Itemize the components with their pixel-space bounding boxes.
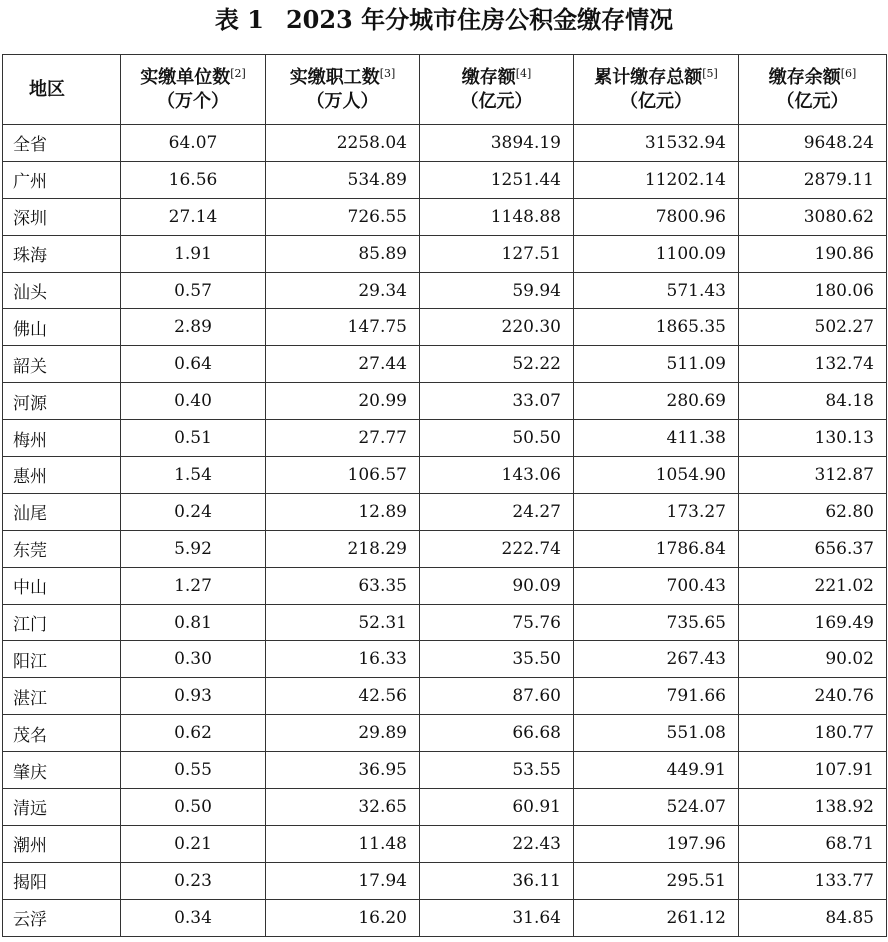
cell-region: 佛山 — [3, 309, 121, 346]
cell-workers: 218.29 — [266, 530, 420, 567]
table-row — [3, 457, 887, 494]
cell-deposit: 1251.44 — [420, 161, 574, 198]
cell-region: 韶关 — [3, 346, 121, 383]
header-unit: （亿元） — [776, 90, 849, 112]
cell-units: 64.07 — [121, 125, 266, 162]
table-row — [3, 346, 887, 383]
cell-units: 5.92 — [121, 530, 266, 567]
table-title — [0, 4, 888, 36]
cell-units: 0.55 — [121, 752, 266, 789]
table-row — [3, 161, 887, 198]
cell-balance: 656.37 — [739, 530, 887, 567]
header-label: 实缴单位数 — [140, 66, 231, 88]
cell-total-deposit: 524.07 — [574, 789, 739, 826]
cell-balance: 68.71 — [739, 825, 887, 862]
cell-units: 0.24 — [121, 493, 266, 530]
cell-balance: 90.02 — [739, 641, 887, 678]
header-label: 缴存余额 — [768, 66, 841, 88]
cell-total-deposit: 280.69 — [574, 383, 739, 420]
footnote-marker: [5] — [702, 66, 718, 80]
cell-workers: 32.65 — [266, 789, 420, 826]
footnote-marker: [2] — [230, 66, 246, 80]
cell-balance: 62.80 — [739, 493, 887, 530]
cell-units: 0.21 — [121, 825, 266, 862]
cell-region: 潮州 — [3, 825, 121, 862]
cell-balance: 169.49 — [739, 604, 887, 641]
cell-total-deposit: 197.96 — [574, 825, 739, 862]
table-header-row — [3, 55, 887, 125]
cell-total-deposit: 7800.96 — [574, 198, 739, 235]
cell-units: 1.91 — [121, 235, 266, 272]
cell-total-deposit: 267.43 — [574, 641, 739, 678]
cell-units: 2.89 — [121, 309, 266, 346]
cell-deposit: 59.94 — [420, 272, 574, 309]
cell-total-deposit: 11202.14 — [574, 161, 739, 198]
cell-workers: 85.89 — [266, 235, 420, 272]
table-row — [3, 272, 887, 309]
cell-total-deposit: 735.65 — [574, 604, 739, 641]
provident-fund-table — [2, 54, 887, 937]
cell-units: 1.54 — [121, 457, 266, 494]
header-label: 地区 — [29, 78, 65, 100]
cell-units: 0.30 — [121, 641, 266, 678]
table-row — [3, 567, 887, 604]
cell-deposit: 24.27 — [420, 493, 574, 530]
cell-deposit: 60.91 — [420, 789, 574, 826]
header-deposit — [420, 55, 574, 125]
cell-units: 0.40 — [121, 383, 266, 420]
cell-deposit: 3894.19 — [420, 125, 574, 162]
cell-region: 珠海 — [3, 235, 121, 272]
cell-deposit: 143.06 — [420, 457, 574, 494]
table-row — [3, 678, 887, 715]
header-region — [3, 55, 121, 125]
cell-workers: 147.75 — [266, 309, 420, 346]
cell-balance: 312.87 — [739, 457, 887, 494]
cell-workers: 52.31 — [266, 604, 420, 641]
cell-balance: 502.27 — [739, 309, 887, 346]
table-row — [3, 789, 887, 826]
cell-workers: 42.56 — [266, 678, 420, 715]
table-row — [3, 825, 887, 862]
table-row — [3, 752, 887, 789]
cell-balance: 221.02 — [739, 567, 887, 604]
table-row — [3, 493, 887, 530]
cell-balance: 84.85 — [739, 899, 887, 936]
cell-total-deposit: 511.09 — [574, 346, 739, 383]
cell-region: 清远 — [3, 789, 121, 826]
cell-deposit: 66.68 — [420, 715, 574, 752]
cell-region: 深圳 — [3, 198, 121, 235]
cell-workers: 11.48 — [266, 825, 420, 862]
cell-deposit: 220.30 — [420, 309, 574, 346]
table-row — [3, 198, 887, 235]
cell-balance: 9648.24 — [739, 125, 887, 162]
header-total-deposit — [574, 55, 739, 125]
cell-workers: 16.20 — [266, 899, 420, 936]
cell-region: 东莞 — [3, 530, 121, 567]
header-units — [121, 55, 266, 125]
cell-deposit: 50.50 — [420, 420, 574, 457]
table-row — [3, 309, 887, 346]
cell-region: 中山 — [3, 567, 121, 604]
table-number: 表 1 — [214, 5, 264, 34]
cell-deposit: 36.11 — [420, 862, 574, 899]
table-row — [3, 235, 887, 272]
header-workers — [266, 55, 420, 125]
cell-deposit: 75.76 — [420, 604, 574, 641]
header-unit: （万个） — [157, 90, 229, 112]
cell-balance: 240.76 — [739, 678, 887, 715]
cell-deposit: 222.74 — [420, 530, 574, 567]
table-row — [3, 383, 887, 420]
cell-balance: 3080.62 — [739, 198, 887, 235]
header-unit: （亿元） — [620, 90, 692, 112]
cell-total-deposit: 700.43 — [574, 567, 739, 604]
cell-balance: 133.77 — [739, 862, 887, 899]
cell-region: 广州 — [3, 161, 121, 198]
table-body — [3, 125, 887, 937]
cell-total-deposit: 1865.35 — [574, 309, 739, 346]
cell-workers: 106.57 — [266, 457, 420, 494]
cell-deposit: 90.09 — [420, 567, 574, 604]
cell-workers: 63.35 — [266, 567, 420, 604]
cell-region: 云浮 — [3, 899, 121, 936]
cell-deposit: 35.50 — [420, 641, 574, 678]
cell-region: 江门 — [3, 604, 121, 641]
table-row — [3, 420, 887, 457]
cell-balance: 107.91 — [739, 752, 887, 789]
cell-workers: 29.34 — [266, 272, 420, 309]
cell-balance: 138.92 — [739, 789, 887, 826]
cell-total-deposit: 1786.84 — [574, 530, 739, 567]
cell-region: 惠州 — [3, 457, 121, 494]
cell-balance: 180.77 — [739, 715, 887, 752]
cell-region: 湛江 — [3, 678, 121, 715]
table-row — [3, 899, 887, 936]
cell-total-deposit: 31532.94 — [574, 125, 739, 162]
cell-deposit: 31.64 — [420, 899, 574, 936]
cell-total-deposit: 1054.90 — [574, 457, 739, 494]
table-title-text: 2023 年分城市住房公积金缴存情况 — [285, 5, 674, 34]
cell-deposit: 87.60 — [420, 678, 574, 715]
cell-total-deposit: 261.12 — [574, 899, 739, 936]
cell-units: 16.56 — [121, 161, 266, 198]
header-label: 累计缴存总额 — [594, 66, 703, 88]
cell-workers: 534.89 — [266, 161, 420, 198]
cell-total-deposit: 1100.09 — [574, 235, 739, 272]
cell-total-deposit: 173.27 — [574, 493, 739, 530]
cell-units: 0.50 — [121, 789, 266, 826]
cell-workers: 2258.04 — [266, 125, 420, 162]
header-label: 实缴职工数 — [289, 66, 380, 88]
cell-workers: 29.89 — [266, 715, 420, 752]
header-label: 缴存额 — [461, 66, 516, 88]
header-balance — [739, 55, 887, 125]
cell-total-deposit: 295.51 — [574, 862, 739, 899]
cell-region: 全省 — [3, 125, 121, 162]
header-unit: （亿元） — [460, 90, 533, 112]
cell-balance: 130.13 — [739, 420, 887, 457]
cell-balance: 2879.11 — [739, 161, 887, 198]
cell-total-deposit: 571.43 — [574, 272, 739, 309]
cell-units: 0.51 — [121, 420, 266, 457]
cell-units: 1.27 — [121, 567, 266, 604]
cell-region: 肇庆 — [3, 752, 121, 789]
cell-workers: 36.95 — [266, 752, 420, 789]
cell-units: 0.64 — [121, 346, 266, 383]
cell-region: 汕尾 — [3, 493, 121, 530]
table-row — [3, 641, 887, 678]
cell-workers: 12.89 — [266, 493, 420, 530]
cell-workers: 27.77 — [266, 420, 420, 457]
cell-units: 27.14 — [121, 198, 266, 235]
cell-deposit: 1148.88 — [420, 198, 574, 235]
cell-deposit: 127.51 — [420, 235, 574, 272]
cell-balance: 84.18 — [739, 383, 887, 420]
cell-deposit: 33.07 — [420, 383, 574, 420]
table-row — [3, 862, 887, 899]
cell-region: 梅州 — [3, 420, 121, 457]
cell-balance: 180.06 — [739, 272, 887, 309]
cell-deposit: 22.43 — [420, 825, 574, 862]
cell-units: 0.81 — [121, 604, 266, 641]
cell-workers: 17.94 — [266, 862, 420, 899]
cell-units: 0.62 — [121, 715, 266, 752]
cell-region: 阳江 — [3, 641, 121, 678]
cell-balance: 190.86 — [739, 235, 887, 272]
cell-deposit: 53.55 — [420, 752, 574, 789]
cell-units: 0.34 — [121, 899, 266, 936]
cell-units: 0.93 — [121, 678, 266, 715]
cell-total-deposit: 791.66 — [574, 678, 739, 715]
cell-units: 0.23 — [121, 862, 266, 899]
cell-balance: 132.74 — [739, 346, 887, 383]
table-row — [3, 125, 887, 162]
cell-workers: 726.55 — [266, 198, 420, 235]
cell-total-deposit: 551.08 — [574, 715, 739, 752]
footnote-marker: [3] — [379, 66, 396, 80]
cell-total-deposit: 449.91 — [574, 752, 739, 789]
footnote-marker: [4] — [515, 66, 532, 80]
cell-region: 揭阳 — [3, 862, 121, 899]
table-row — [3, 530, 887, 567]
cell-region: 汕头 — [3, 272, 121, 309]
cell-region: 河源 — [3, 383, 121, 420]
table-row — [3, 715, 887, 752]
cell-deposit: 52.22 — [420, 346, 574, 383]
cell-units: 0.57 — [121, 272, 266, 309]
cell-workers: 27.44 — [266, 346, 420, 383]
table-row — [3, 604, 887, 641]
cell-workers: 16.33 — [266, 641, 420, 678]
footnote-marker: [6] — [840, 66, 857, 80]
header-unit: （万人） — [306, 90, 379, 112]
cell-total-deposit: 411.38 — [574, 420, 739, 457]
cell-region: 茂名 — [3, 715, 121, 752]
cell-workers: 20.99 — [266, 383, 420, 420]
